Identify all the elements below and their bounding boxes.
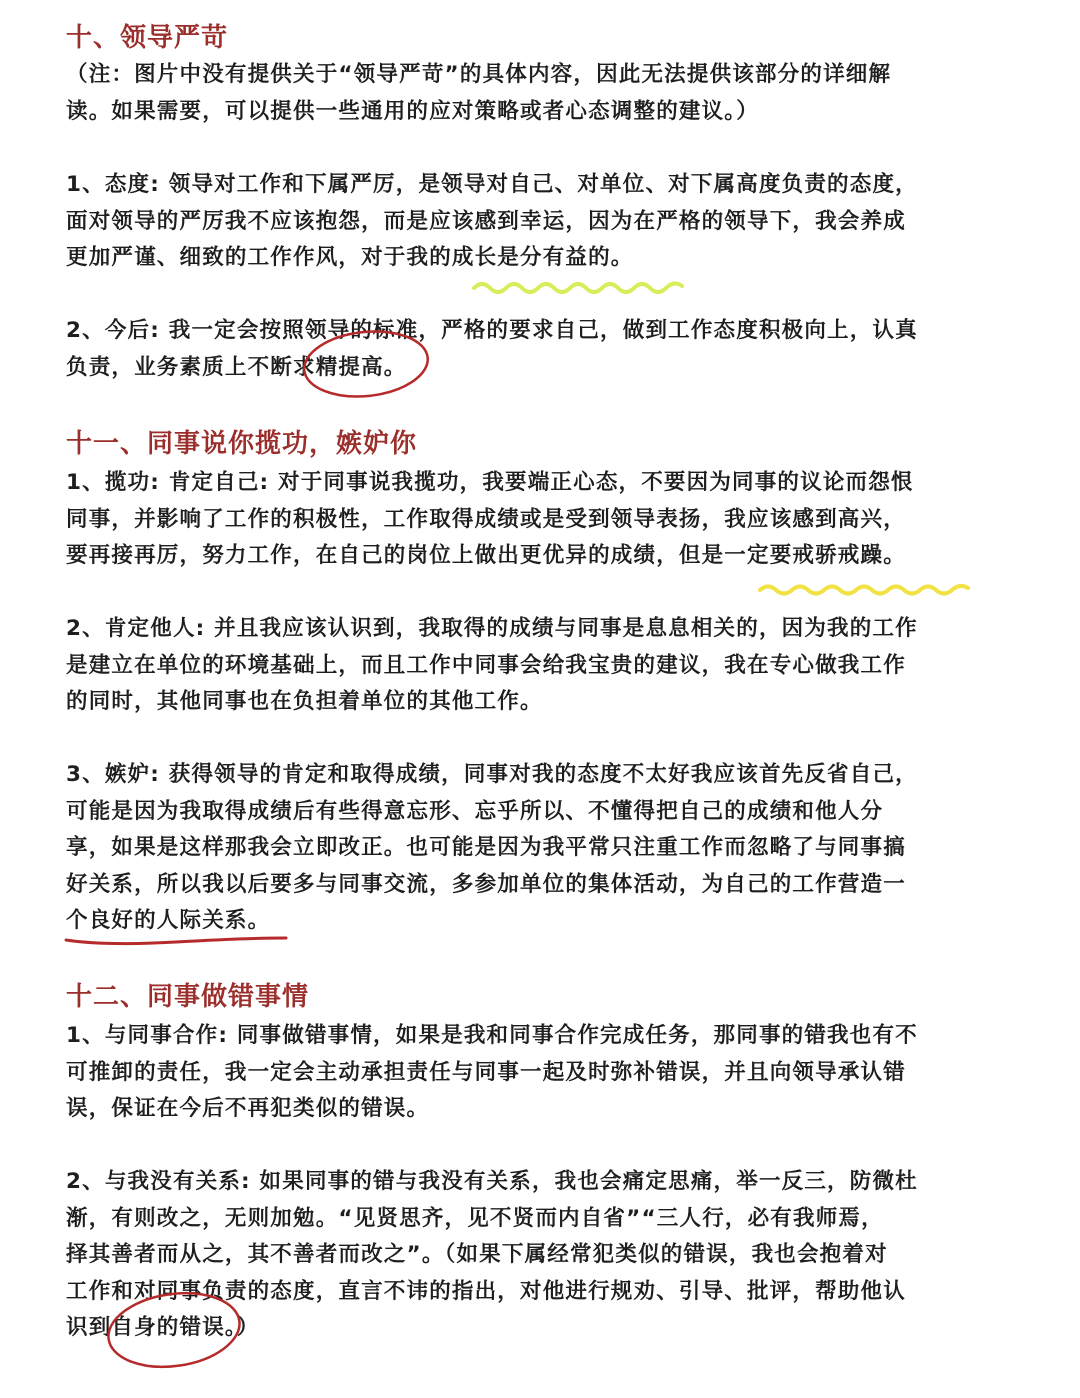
text-line: 个良好的人际关系。 bbox=[66, 908, 271, 933]
text-line: 同事，并影响了工作的积极性，工作取得成绩或是受到领导表扬，我应该感到高兴， bbox=[66, 506, 906, 532]
text-line: （注：图片中没有提供关于“领导严苛”的具体内容，因此无法提供该部分的详细解 bbox=[66, 62, 892, 87]
text-line: 可能是因为我取得成绩后有些得意忘形、忘乎所以、不懂得把自己的成绩和他人分 bbox=[66, 798, 884, 824]
text-line: 1、态度: 领导对工作和下属严厉，是领导对自己、对单位、对下属高度负责的态度， bbox=[66, 172, 918, 197]
text-line: 的同时，其他同事也在负担着单位的其他工作。 bbox=[66, 689, 543, 714]
section-11-jealousy bbox=[66, 757, 1011, 940]
text-line: 要再接再厉，努力工作，在自己的岗位上做出更优异的成绩，但是一定要戒骄戒躁。 bbox=[66, 543, 906, 568]
text-line: 3、嫉妒: 获得领导的肯定和取得成绩，同事对我的态度不太好我应该首先反省自己， bbox=[66, 762, 918, 787]
text-line: 识到自身的错误。） bbox=[66, 1315, 260, 1340]
text-line: 享，如果是这样那我会立即改正。也可能是因为我平常只注重工作而忽略了与同事搞 bbox=[66, 835, 906, 860]
text-line: 择其善者而从之，其不善者而改之”。（如果下属经常犯类似的错误，我也会抱着对 bbox=[66, 1242, 888, 1267]
text-line: 读。如果需要，可以提供一些通用的应对策略或者心态调整的建议。） bbox=[66, 98, 759, 124]
text-line: 1、与同事合作: 同事做错事情，如果是我和同事合作完成任务，那同事的错我也有不 bbox=[66, 1023, 918, 1048]
text-line: 1、揽功: 肯定自己: 对于同事说我揽功，我要端正心态，不要因为同事的议论而怨恨 bbox=[66, 470, 914, 495]
section-10-attitude bbox=[66, 167, 1011, 277]
section-10-note bbox=[66, 57, 1011, 130]
section-12-cooperate bbox=[66, 1018, 1011, 1128]
text-line: 工作和对同事负责的态度，直言不讳的指出，对他进行规劝、引导、批评，帮助他认 bbox=[66, 1278, 906, 1304]
section-heading-12: 十二、同事做错事情 bbox=[66, 982, 310, 1012]
text-line: 误，保证在今后不再犯类似的错误。 bbox=[66, 1096, 430, 1121]
text-line: 2、肯定他人: 并且我应该认识到，我取得的成绩与同事是息息相关的，因为我的工作 bbox=[66, 616, 918, 641]
section-11-credit bbox=[66, 465, 1011, 575]
text-line: 是建立在单位的环境基础上，而且工作中同事会给我宝贵的建议，我在专心做我工作 bbox=[66, 652, 906, 678]
section-11-affirm-others bbox=[66, 611, 1011, 721]
section-heading-10: 十、领导严苛 bbox=[66, 23, 229, 53]
text-line: 2、今后: 我一定会按照领导的标准，严格的要求自己，做到工作态度积极向上，认真 bbox=[66, 318, 918, 343]
text-line: 可推卸的责任，我一定会主动承担责任与同事一起及时弥补错误，并且向领导承认错 bbox=[66, 1059, 906, 1085]
text-line: 负责，业务素质上不断求精提高。 bbox=[66, 354, 407, 380]
section-heading-11: 十一、同事说你揽功，嫉妒你 bbox=[66, 429, 418, 459]
text-line: 渐，有则改之，无则加勉。“见贤思齐，见不贤而内自省”“三人行，必有我师焉， bbox=[66, 1205, 884, 1231]
yellow-squiggle-underline bbox=[760, 586, 968, 594]
section-10-future bbox=[66, 313, 1011, 386]
text-line: 更加严谨、细致的工作作风，对于我的成长是分有益的。 bbox=[66, 245, 634, 270]
green-squiggle-underline bbox=[474, 283, 682, 292]
text-line: 面对领导的严厉我不应该抱怨，而是应该感到幸运，因为在严格的领导下，我会养成 bbox=[66, 208, 906, 234]
text-line: 2、与我没有关系: 如果同事的错与我没有关系，我也会痛定思痛，举一反三，防微杜 bbox=[66, 1169, 918, 1194]
text-line: 好关系，所以我以后要多与同事交流，多参加单位的集体活动，为自己的工作营造一 bbox=[66, 871, 906, 897]
section-12-unrelated bbox=[66, 1164, 1011, 1347]
